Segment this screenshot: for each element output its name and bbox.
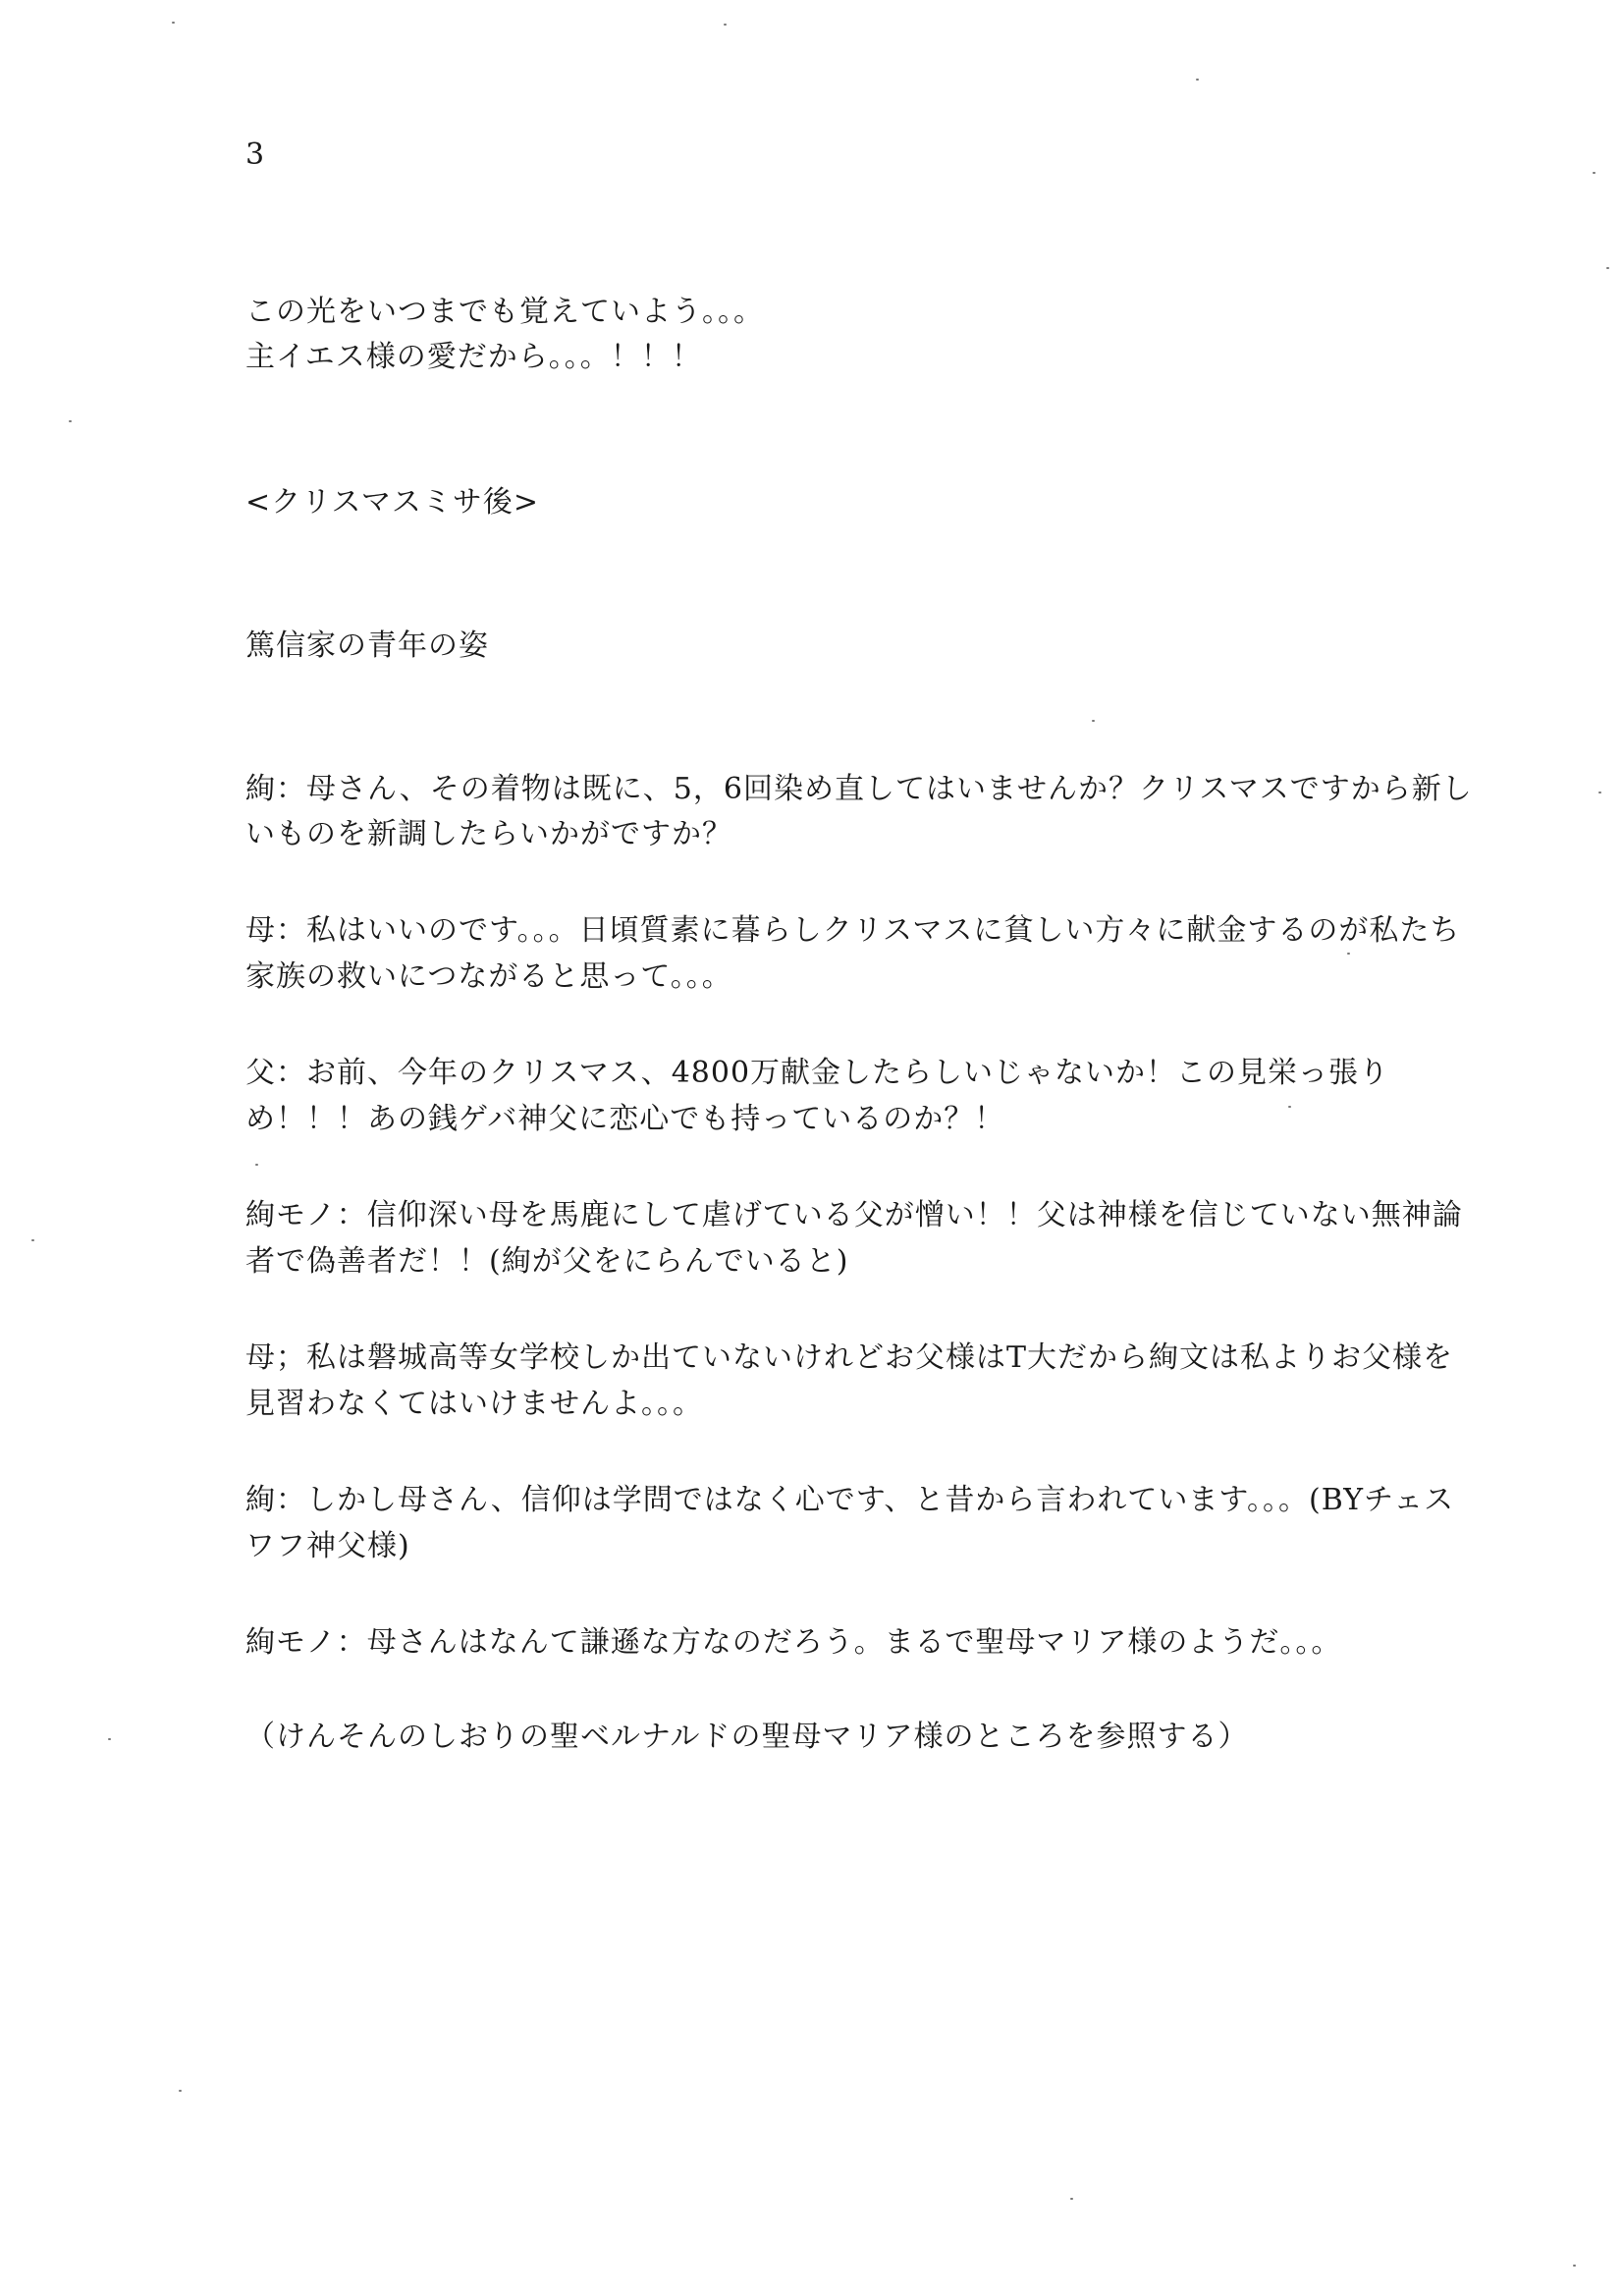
- dialogue-line: 母；私は磐城高等女学校しか出ていないけれどお父様はT大だから絢文は私よりお父様を: [245, 1340, 1454, 1375]
- dialogue-line: 父：お前、今年のクリスマス、4800万献金したらしいじゃないか！この見栄っ張り: [245, 1056, 1390, 1090]
- dialogue-line: 絢：しかし母さん、信仰は学問ではなく心です、と昔から言われています。。。(BYチェス: [245, 1483, 1455, 1517]
- scan-speck: [172, 22, 175, 24]
- dialogue-line: 家族の救いにつながると思って。。。: [245, 959, 732, 994]
- dialogue-line: ワフ神父様): [245, 1529, 410, 1563]
- stage-direction: （けんそんのしおりの聖ベルナルドの聖母マリア様のところを参照する）: [245, 1720, 1249, 1754]
- scan-speck: [724, 24, 727, 26]
- text-line: この光をいつまでも覚えていよう。。。: [245, 295, 764, 329]
- dialogue-line: 見習わなくてはいけませんよ。。。: [245, 1387, 703, 1421]
- scan-speck: [69, 420, 72, 422]
- dialogue-line: め！！！あの銭ゲバ神父に恋心でも持っているのか？！: [245, 1102, 1005, 1136]
- scan-speck: [1573, 2265, 1576, 2267]
- scan-speck: [1196, 79, 1199, 81]
- dialogue-line: 絢モノ：母さんはなんて謙遜な方なのだろう。まるで聖母マリア様のようだ。。。: [245, 1625, 1342, 1660]
- scan-speck: [1593, 172, 1596, 174]
- scan-speck: [1606, 267, 1609, 269]
- page-number: 3: [245, 137, 265, 172]
- scan-speck: [1070, 2198, 1073, 2200]
- scan-speck: [108, 1738, 111, 1740]
- scan-speck: [31, 1239, 34, 1241]
- scan-speck: [1598, 792, 1601, 793]
- scan-speck: [179, 2090, 182, 2092]
- dialogue-line: 絢モノ：信仰深い母を馬鹿にして虐げている父が憎い！！父は神様を信じていない無神論: [245, 1198, 1463, 1232]
- text-line: 主イエス様の愛だから。。。！！！: [245, 340, 702, 374]
- dialogue-line: 絢：母さん、その着物は既に、5，6回染め直してはいませんか？クリスマスですから新し: [245, 772, 1473, 806]
- dialogue-line: 母：私はいいのです。。。日頃質素に暮らしクリスマスに貧しい方々に献金するのが私たち: [245, 913, 1461, 948]
- dialogue-line: いものを新調したらいかがですか？: [245, 817, 732, 851]
- scan-speck: [1092, 720, 1095, 722]
- scan-speck: [1288, 1106, 1291, 1108]
- scan-speck: [255, 1164, 258, 1166]
- dialogue-line: 者で偽善者だ！！(絢が父をにらんでいると): [245, 1244, 849, 1279]
- scan-speck: [1347, 953, 1350, 955]
- text-line: 篤信家の青年の姿: [245, 629, 489, 663]
- scene-heading: <クリスマスミサ後>: [245, 485, 540, 519]
